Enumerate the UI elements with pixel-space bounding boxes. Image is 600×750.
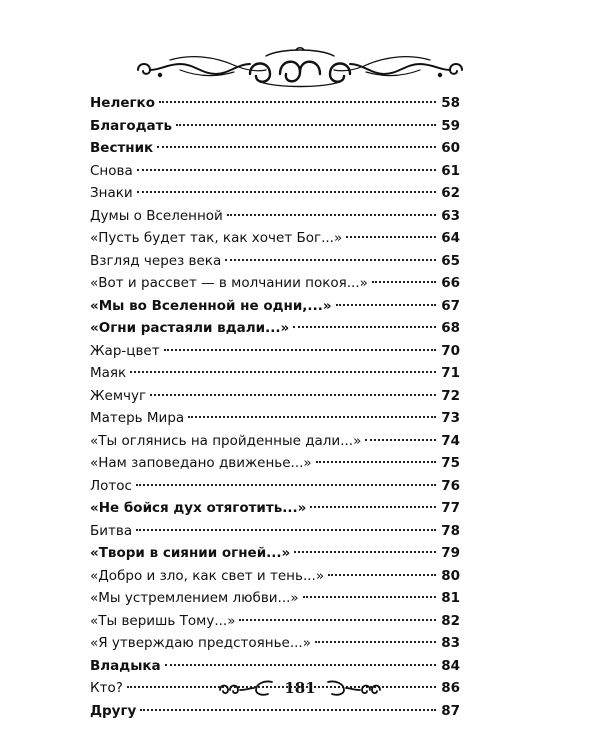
dot-leader: [303, 596, 436, 598]
toc-entry-title: Матерь Мира: [90, 410, 185, 426]
toc-entry-page: 58: [441, 95, 460, 111]
dot-leader: [130, 371, 436, 373]
dot-leader: [315, 641, 436, 643]
toc-entry[interactable]: [90, 115, 460, 138]
toc-entry-title: «Твори в сиянии огней...»: [90, 545, 291, 561]
toc-entry[interactable]: [90, 632, 460, 655]
toc-entry-page: 70: [441, 342, 460, 359]
toc-entry-page: 78: [441, 522, 460, 539]
flourish-ornament-icon: [130, 44, 470, 90]
toc-entry-page: 84: [441, 657, 460, 674]
toc-entry-page: 82: [441, 612, 460, 629]
toc-entry-page: 87: [441, 702, 460, 719]
toc-entry-title: «Ты веришь Тому...»: [90, 612, 236, 629]
dot-leader: [310, 506, 436, 508]
toc-entry[interactable]: [90, 475, 460, 498]
toc-entry-page: 74: [441, 432, 460, 449]
swirl-ornament-icon: [324, 678, 384, 698]
toc-entry[interactable]: [90, 542, 460, 565]
dot-leader: [176, 124, 436, 126]
toc-entry-title: Вестник: [90, 140, 154, 156]
toc-entry[interactable]: [90, 430, 460, 453]
dot-leader: [137, 169, 436, 171]
toc-entry-page: 63: [441, 207, 460, 224]
toc-entry-page: 61: [441, 162, 460, 179]
toc-entry[interactable]: [90, 160, 460, 183]
dot-leader: [137, 191, 436, 193]
dot-leader: [365, 439, 436, 441]
toc-entry-title: «Вот и рассвет — в молчании покоя...»: [90, 275, 368, 291]
toc-entry-title: Взгляд через века: [90, 252, 222, 269]
dot-leader: [165, 664, 436, 666]
toc-entry-title: «Мы устремлением любви...»: [90, 590, 299, 606]
toc-entry-page: 67: [441, 297, 460, 314]
page-footer: [200, 668, 400, 708]
toc-entry[interactable]: [90, 385, 460, 408]
dot-leader: [293, 326, 436, 328]
dot-leader: [239, 619, 436, 621]
toc-entry-page: 64: [441, 230, 460, 246]
toc-entry-title: Благодать: [90, 117, 172, 134]
table-of-contents: [90, 92, 460, 722]
toc-entry-title: Снова: [90, 162, 133, 179]
toc-entry-title: Жар-цвет: [90, 342, 160, 359]
toc-entry-title: Жемчуг: [90, 387, 147, 404]
toc-entry-title: «Огни растаяли вдали...»: [90, 320, 290, 336]
toc-entry-page: 76: [441, 477, 460, 494]
toc-entry-page: 59: [441, 117, 460, 134]
toc-entry-page: 71: [441, 365, 460, 381]
toc-entry-title: «Мы во Вселенной не одни,...»: [90, 297, 332, 314]
toc-entry-page: 77: [441, 500, 460, 516]
toc-entry-page: 72: [441, 387, 460, 404]
toc-entry[interactable]: [90, 497, 460, 520]
dot-leader: [372, 281, 436, 283]
toc-entry[interactable]: [90, 407, 460, 430]
toc-entry-title: «Не бойся дух отяготить...»: [90, 500, 307, 516]
toc-entry-page: 75: [441, 455, 460, 471]
toc-entry[interactable]: [90, 137, 460, 160]
toc-entry[interactable]: [90, 250, 460, 273]
dot-leader: [227, 214, 436, 216]
toc-entry-page: 80: [441, 567, 460, 584]
dot-leader: [346, 236, 436, 238]
toc-entry[interactable]: [90, 205, 460, 228]
dot-leader: [150, 394, 436, 396]
toc-entry[interactable]: [90, 610, 460, 633]
toc-entry[interactable]: [90, 587, 460, 610]
toc-entry-page: 65: [441, 252, 460, 269]
dot-leader: [328, 574, 436, 576]
dot-leader: [188, 416, 436, 418]
dot-leader: [316, 461, 436, 463]
toc-entry-page: 62: [441, 185, 460, 201]
toc-entry-title: Владыка: [90, 657, 161, 674]
toc-entry-title: Думы о Вселенной: [90, 207, 223, 224]
toc-entry-title: Кто?: [90, 680, 123, 696]
toc-entry[interactable]: [90, 452, 460, 475]
toc-entry-title: «Ты оглянись на пройденные дали...»: [90, 432, 362, 449]
swirl-ornament-icon: [216, 678, 276, 698]
toc-entry-page: 79: [441, 545, 460, 561]
dot-leader: [157, 146, 436, 148]
dot-leader: [336, 304, 436, 306]
toc-entry-title: Другу: [90, 702, 137, 719]
toc-entry-title: «Добро и зло, как свет и тень...»: [90, 567, 325, 584]
toc-entry[interactable]: [90, 565, 460, 588]
toc-entry-page: 83: [441, 635, 460, 651]
dot-leader: [136, 529, 436, 531]
toc-entry-title: «Пусть будет так, как хочет Бог...»: [90, 230, 343, 246]
toc-entry-title: «Нам заповедано движенье...»: [90, 455, 312, 471]
toc-entry-title: Лотос: [90, 477, 132, 494]
dot-leader: [140, 709, 436, 711]
toc-entry-title: Маяк: [90, 365, 127, 381]
toc-entry-page: 86: [441, 680, 460, 696]
toc-entry[interactable]: [90, 520, 460, 543]
toc-entry[interactable]: [90, 227, 460, 250]
toc-entry-page: 66: [441, 275, 460, 291]
dot-leader: [159, 101, 436, 103]
toc-entry[interactable]: [90, 295, 460, 318]
toc-entry-page: 68: [441, 320, 460, 336]
toc-entry[interactable]: [90, 272, 460, 295]
toc-entry[interactable]: [90, 340, 460, 363]
toc-entry-title: Битва: [90, 522, 133, 539]
toc-entry-title: «Я утверждаю предстоянье...»: [90, 635, 311, 651]
toc-entry[interactable]: [90, 92, 460, 115]
toc-entry[interactable]: [90, 182, 460, 205]
dot-leader: [136, 484, 436, 486]
toc-entry-page: 81: [441, 590, 460, 606]
page-number: 181: [284, 679, 316, 697]
toc-entry-title: Нелегко: [90, 95, 155, 111]
dot-leader: [294, 551, 436, 553]
dot-leader: [164, 349, 436, 351]
dot-leader: [225, 259, 436, 261]
toc-entry[interactable]: [90, 362, 460, 385]
toc-entry-title: Знаки: [90, 185, 133, 201]
toc-entry-page: 73: [441, 410, 460, 426]
toc-entry-page: 60: [441, 140, 460, 156]
toc-entry[interactable]: [90, 317, 460, 340]
